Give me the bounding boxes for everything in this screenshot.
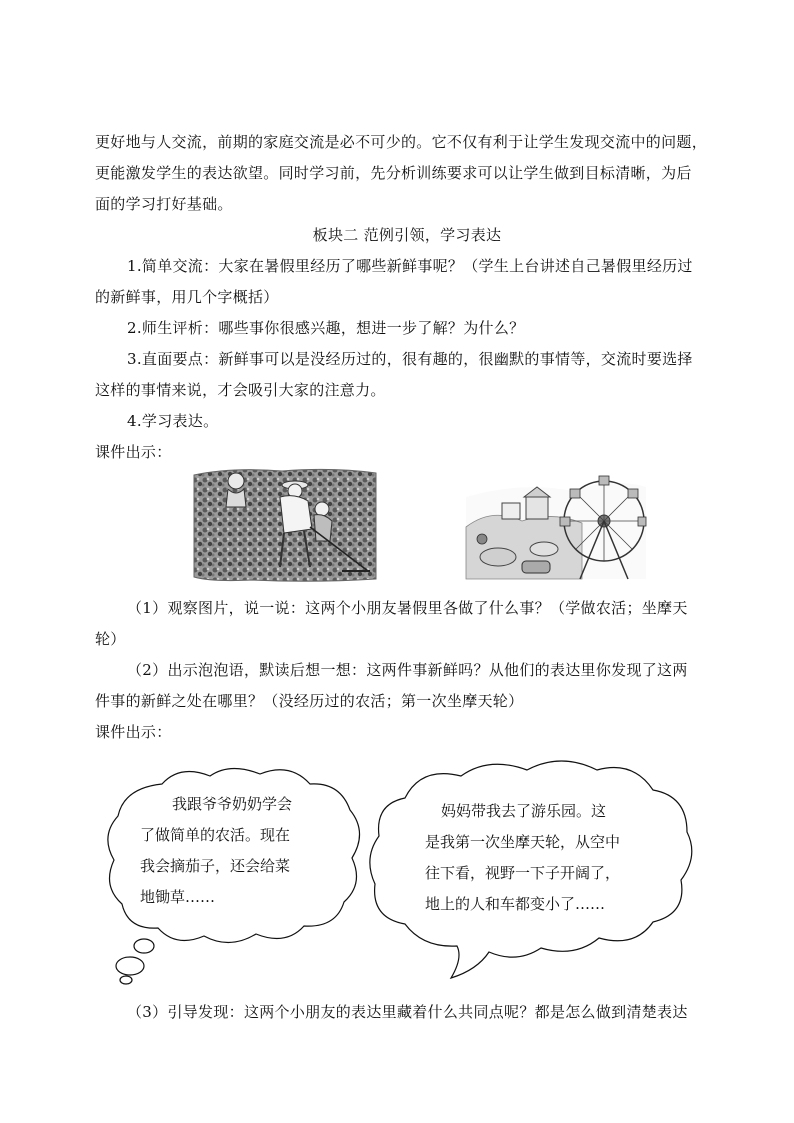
step-4: 4.学习表达。 — [127, 412, 219, 430]
right-bubble-line-1: 妈妈带我去了游乐园。这 — [441, 802, 607, 820]
step-3-line-2: 这样的事情来说，才会吸引大家的注意力。 — [95, 381, 386, 399]
farm-work-illustration — [192, 467, 378, 583]
section-title: 板块二 范例引领，学习表达 — [312, 226, 502, 244]
right-bubble-line-2: 是我第一次坐摩天轮，从空中 — [425, 833, 621, 851]
right-bubble-line-3: 往下看，视野一下子开阔了， — [425, 864, 621, 882]
step-3-line-1: 3.直面要点：新鲜事可以是没经历过的，很有趣的，很幽默的事情等，交流时要选择 — [127, 350, 693, 368]
right-bubble-line-4: 地上的人和车都变小了…… — [425, 895, 606, 913]
question-2-line-1: （2）出示泡泡语，默读后想一想：这两件事新鲜吗？从他们的表达里你发现了这两 — [127, 661, 688, 679]
left-bubble-line-2: 了做简单的农活。现在 — [140, 826, 291, 844]
step-1-line-2: 的新鲜事，用几个字概括） — [95, 288, 279, 306]
question-1-line-2: 轮） — [95, 630, 126, 648]
intro-line-1: 更好地与人交流，前期的家庭交流是必不可少的。它不仅有利于让学生发现交流中的问题， — [95, 133, 708, 151]
courseware-label-1: 课件出示： — [95, 443, 172, 461]
left-bubble-line-3: 我会摘茄子，还会给菜 — [140, 857, 291, 875]
question-2-line-2: 件事的新鲜之处在哪里？（没经历过的农活；第一次坐摩天轮） — [95, 692, 524, 710]
courseware-label-2: 课件出示： — [95, 723, 172, 741]
left-bubble-line-4: 地锄草…… — [140, 888, 216, 906]
question-3-line-1: （3）引导发现：这两个小朋友的表达里藏着什么共同点呢？都是怎么做到清楚表达 — [127, 1003, 688, 1021]
amusement-park-illustration — [462, 467, 648, 583]
question-1-line-1: （1）观察图片，说一说：这两个小朋友暑假里各做了什么事？（学做农活；坐摩天 — [127, 599, 688, 617]
left-bubble-line-1: 我跟爷爷奶奶学会 — [172, 795, 293, 813]
intro-line-2: 更能激发学生的表达欲望。同时学习前，先分析训练要求可以让学生做到目标清晰，为后 — [95, 164, 692, 182]
intro-line-3: 面的学习打好基础。 — [95, 195, 233, 213]
step-1-line-1: 1.简单交流：大家在暑假里经历了哪些新鲜事呢？（学生上台讲述自己暑假里经历过 — [127, 257, 693, 275]
step-2: 2.师生评析：哪些事你很感兴趣，想进一步了解？为什么？ — [127, 319, 525, 337]
